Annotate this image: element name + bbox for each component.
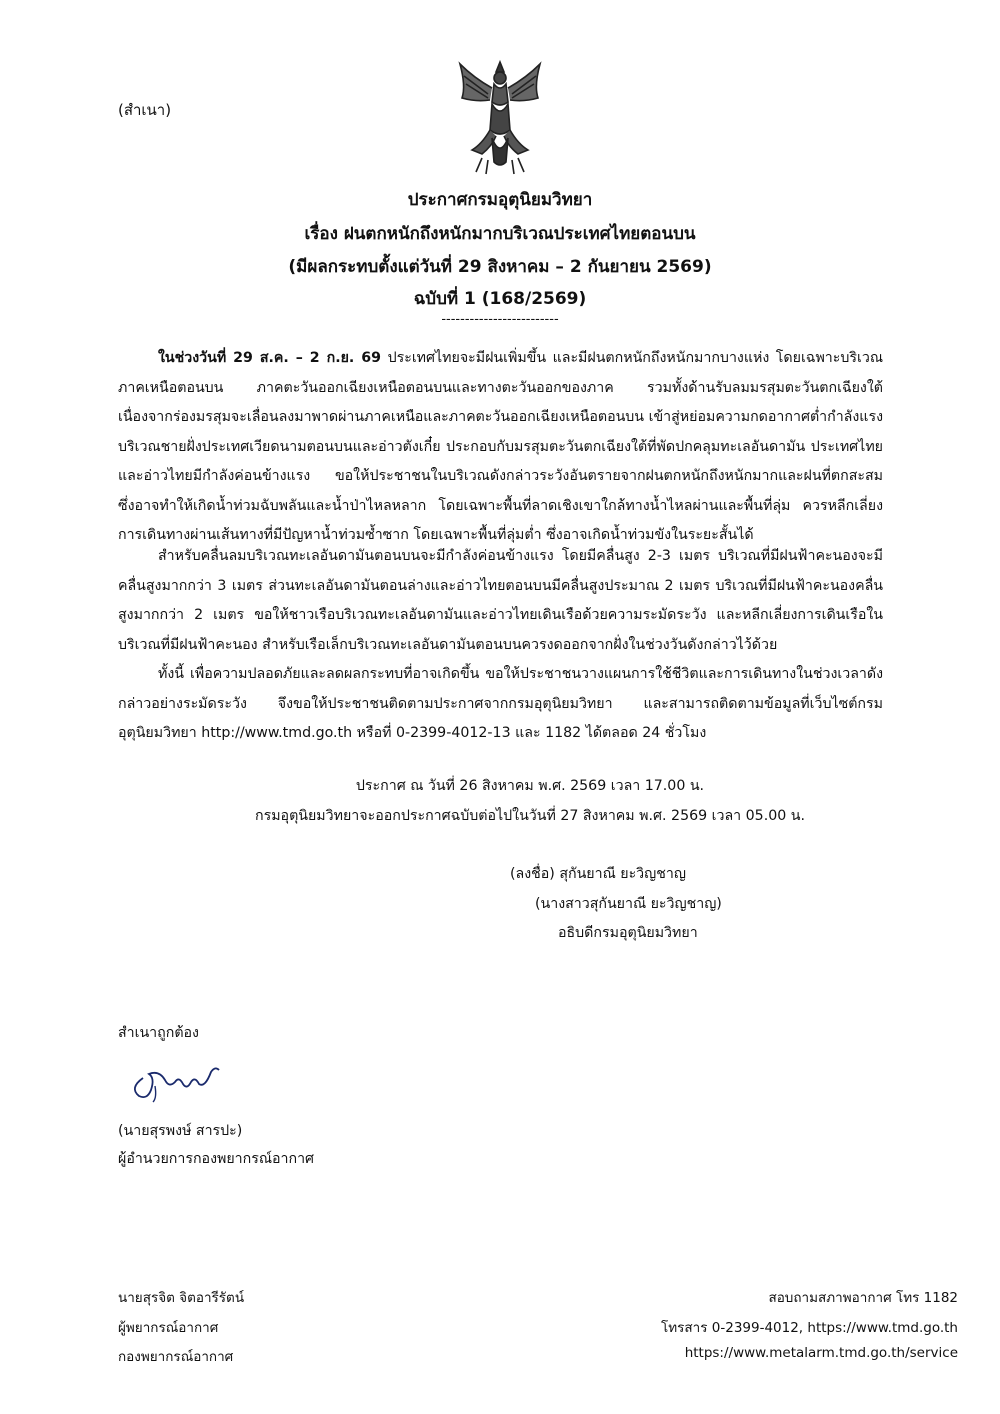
forecaster-role: ผู้พยากรณ์อากาศ xyxy=(118,1320,219,1336)
contact-fax-website[interactable]: โทรสาร 0-2399-4012, https://www.tmd.go.th xyxy=(661,1320,958,1336)
paragraph-rain-warning xyxy=(118,344,883,551)
paragraph-safety-advice: ทั้งนี้ เพื่อความปลอดภัยและลดผลกระทบที่อาจเกิดขึ้น ขอให้ประชาชนวางแผนการใช้ชีวิตและการเดินทางในช่วงเวลาดังกล่าวอย่างระมัดระวัง จึงขอให้ประชาชนติดตามประกาศจากกรมอุตุนิยมวิทยา และสามารถติดตามข้อมูลที่เว็บไซต์กรมอุตุนิยมวิทยา http://www.tmd.go.th หรือที่ 0-2399-4012-13 และ 1182 ได้ตลอด 24 ชั่วโมง xyxy=(118,666,883,741)
next-announcement-date: กรมอุตุนิยมวิทยาจะออกประกาศฉบับต่อไปในวันที่ 27 สิงหาคม พ.ศ. 2569 เวลา 05.00 น. xyxy=(255,808,805,824)
signatory-position: อธิบดีกรมอุตุนิยมวิทยา xyxy=(558,925,698,941)
signatory-name: (นางสาวสุกันยาณี ยะวิญชาญ) xyxy=(535,896,722,912)
garuda-emblem-icon xyxy=(452,58,548,176)
announcement-date: ประกาศ ณ วันที่ 26 สิงหาคม พ.ศ. 2569 เวลา 17.00 น. xyxy=(355,778,705,794)
announcement-effect-period: (มีผลกระทบตั้งแต่วันที่ 29 สิงหาคม – 2 กันยายน 2569) xyxy=(288,257,712,277)
forecaster-division: กองพยากรณ์อากาศ xyxy=(118,1349,234,1365)
handwritten-signature-icon xyxy=(125,1060,225,1105)
forecaster-name: นายสุรจิต จิตอารีรัตน์ xyxy=(118,1290,245,1306)
announcement-issue-number: ฉบับที่ 1 (168/2569) xyxy=(413,289,587,309)
paragraph-lead: ในช่วงวันที่ 29 ส.ค. – 2 ก.ย. 69 xyxy=(158,350,382,366)
copy-mark: (สำเนา) xyxy=(118,101,172,119)
paragraph-wave-warning: สำหรับคลื่นลมบริเวณทะเลอันดามันตอนบนจะมีกำลังค่อนข้างแรง โดยมีคลื่นสูง 2-3 เมตร บริเวณที่มีฝนฟ้าคะนองจะมีคลื่นสูงมากกว่า 3 เมตร ส่วนทะเลอันดามันตอนล่างและอ่าวไทยตอนบนมีคลื่นสูงประมาณ 2 เมตร บริเวณที่มีฝนฟ้าคะนองคลื่นสูงมากกว่า 2 เมตร ขอให้ชาวเรือบริเวณทะเลอันดามันและอ่าวไทยเดินเรือด้วยความระมัดระวัง และหลีกเลี่ยงการเดินเรือในบริเวณที่มีฝนฟ้าคะนอง สำหรับเรือเล็กบริเวณทะเลอันดามันตอนบนควรงดออกจากฝั่งในช่วงวันดังกล่าวไว้ด้วย xyxy=(118,548,883,653)
announcement-title: ประกาศกรมอุตุนิยมวิทยา xyxy=(407,190,593,210)
announcement-subject: เรื่อง ฝนตกหนักถึงหนักมากบริเวณประเทศไทยตอนบน xyxy=(304,224,696,244)
title-divider: ------------------------- xyxy=(441,312,559,327)
certifier-position: ผู้อำนวยการกองพยากรณ์อากาศ xyxy=(118,1151,315,1167)
contact-metalarm-link[interactable]: https://www.metalarm.tmd.go.th/service xyxy=(684,1345,958,1361)
certified-copy-label: สำเนาถูกต้อง xyxy=(118,1025,199,1041)
paragraph-text: ประเทศไทยจะมีฝนเพิ่มขึ้น และมีฝนตกหนักถึงหนักมากบางแห่ง โดยเฉพาะบริเวณภาคเหนือตอนบน ภาคตะวันออกเฉียงเหนือตอนบนและทางตะวันออกของภาค รวมทั้งด้านรับลมมรสุมตะวันตกเฉียงใต้ เนื่องจากร่องมรสุมจะเลื่อนลงมาพาดผ่านภาคเหนือและภาคตะวันออกเฉียงเหนือตอนบน เข้าสู่หย่อมความกดอากาศต่ำกำลังแรงบริเวณชายฝั่งประเทศเวียดนามตอนบนและอ่าวตังเกี๋ย ประกอบกับมรสุมตะวันตกเฉียงใต้ที่พัดปกคลุมทะเลอันดามัน ประเทศไทย และอ่าวไทยมีกำลังค่อนข้างแรง ขอให้ประชาชนในบริเวณดังกล่าวระวังอันตรายจากฝนตกหนักถึงหนักมากและฝนที่ตกสะสม ซึ่งอาจทำให้เกิดน้ำท่วมฉับพลันและน้ำป่าไหลหลาก โดยเฉพาะพื้นที่ลาดเชิงเขาใกล้ทางน้ำไหลผ่านและพื้นที่ลุ่ม ควรหลีกเลี่ยงการเดินทางผ่านเส้นทางที่มีปัญหาน้ำท่วมซ้ำซาก โดยเฉพาะพื้นที่ลุ่มต่ำ ซึ่งอาจเกิดน้ำท่วมขังในระยะสั้นได้ xyxy=(118,350,883,543)
signature-line: (ลงชื่อ) สุกันยาณี ยะวิญชาญ xyxy=(510,866,686,882)
contact-hotline: สอบถามสภาพอากาศ โทร 1182 xyxy=(768,1290,958,1306)
certifier-name: (นายสุรพงษ์ สารปะ) xyxy=(118,1123,243,1139)
